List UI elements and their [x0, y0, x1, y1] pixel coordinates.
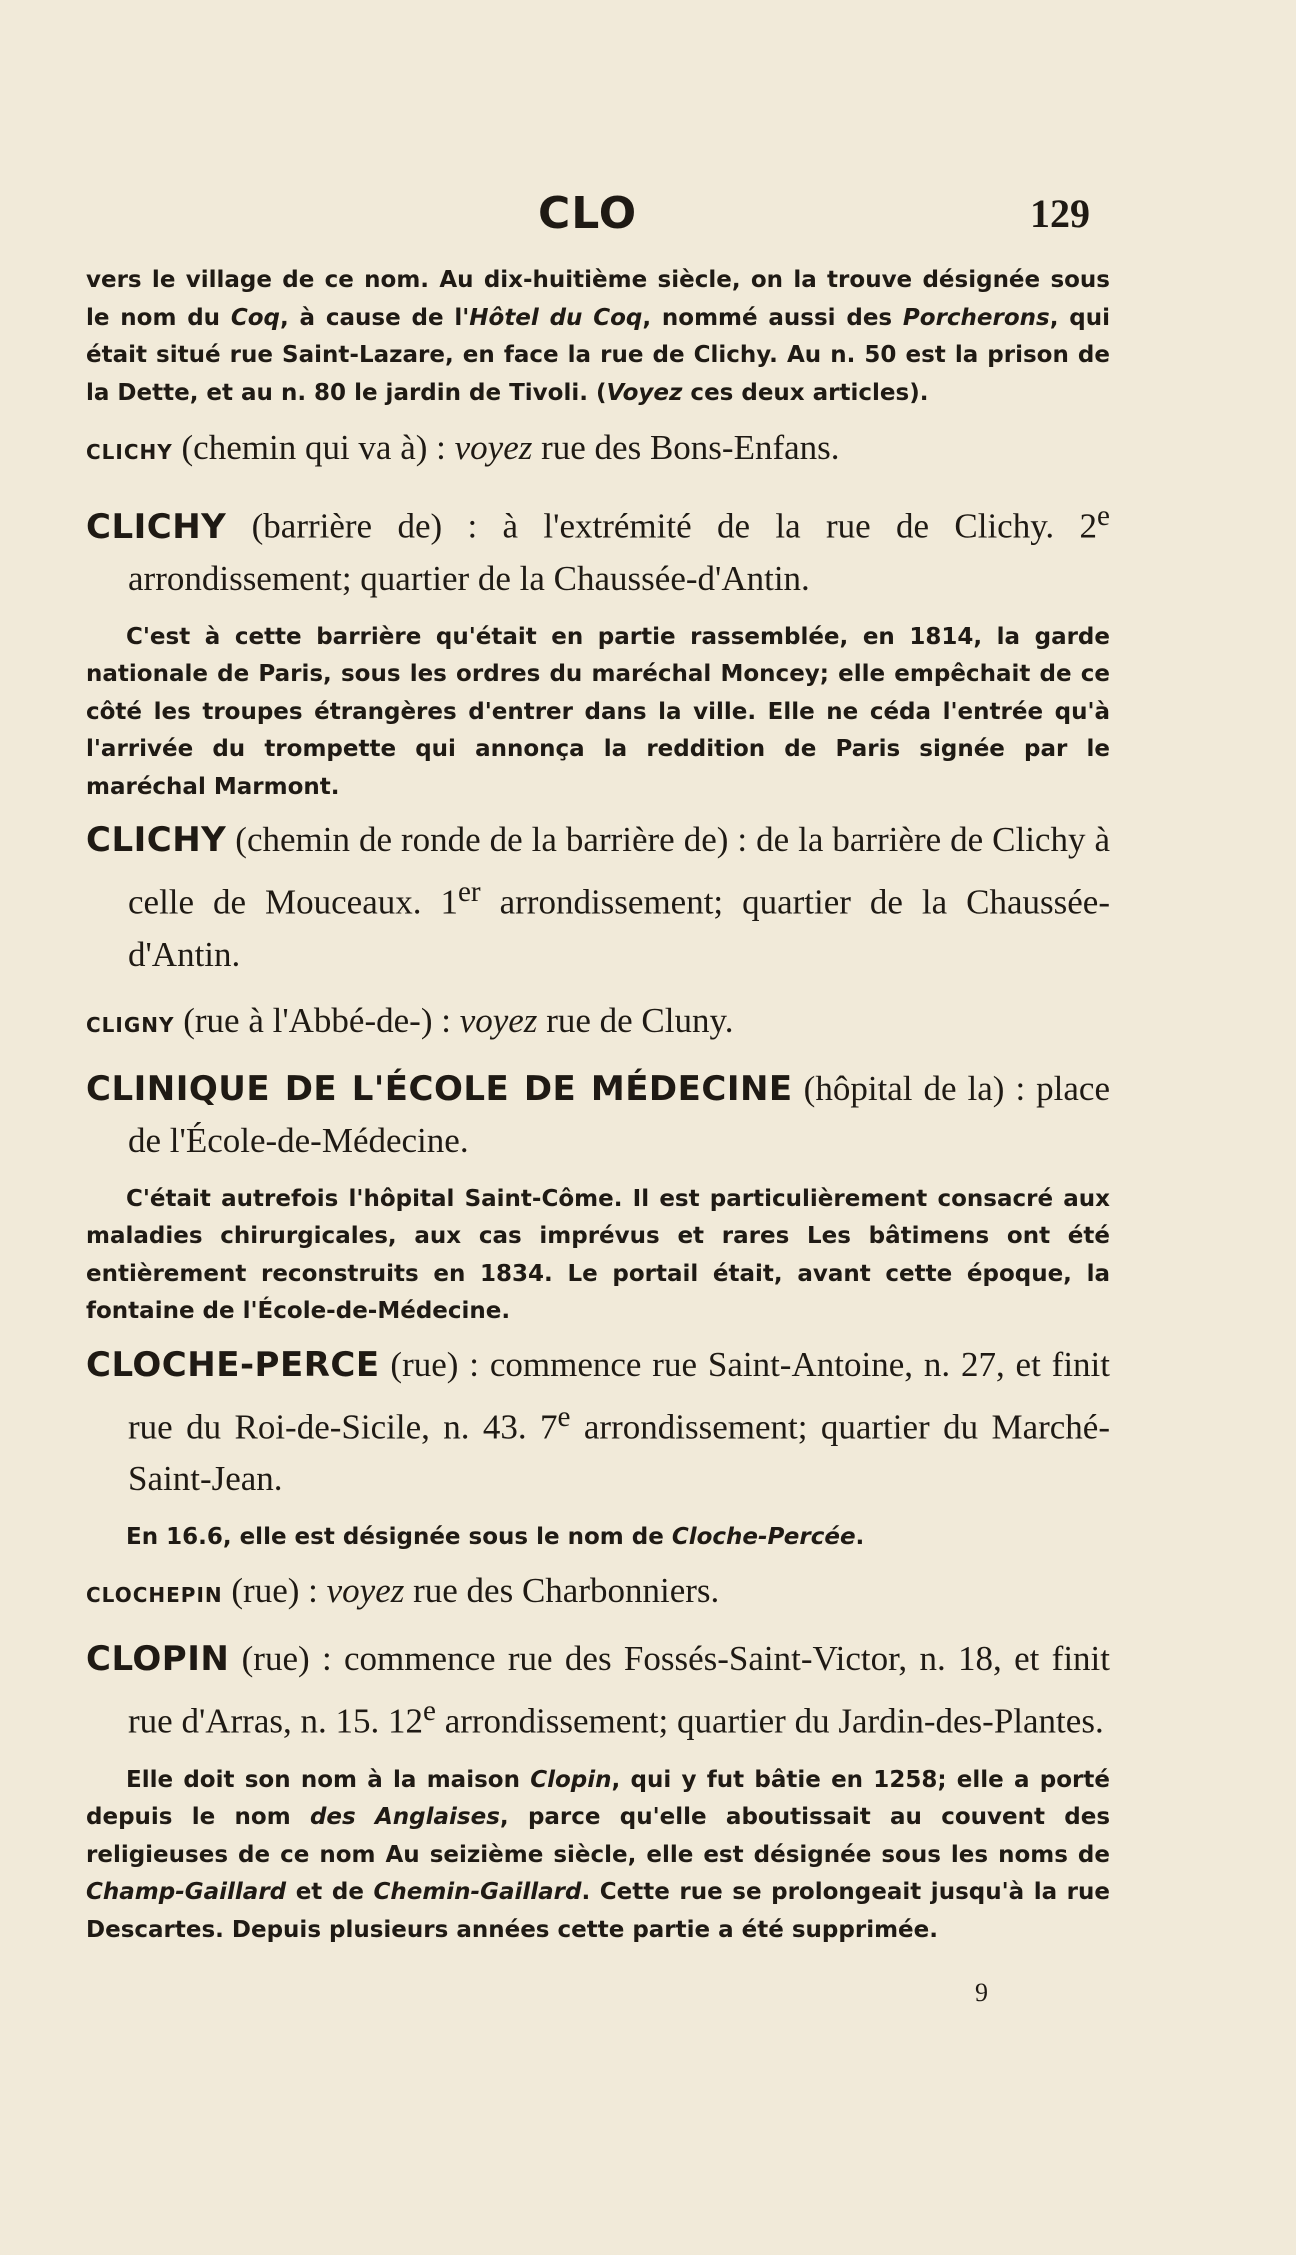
entry-text: rue des Bons-Enfans. [532, 428, 840, 467]
entry-cloche-perce [86, 1339, 1110, 1506]
italic-text: Clopin [530, 1766, 612, 1793]
italic-text: voyez [459, 1000, 538, 1040]
entry-text: (chemin de ronde de la barrière de) : de la barrière de Clichy à celle de Mouceaux. 1 [128, 820, 1110, 922]
text: vers le village de ce nom. Au dix-huitième siècle, on la trouve désignée sous le nom du [86, 267, 1110, 331]
italic-text: Cloche-Percée [671, 1524, 856, 1551]
entry-text: (chemin qui va à) : [172, 428, 455, 467]
italic-text: Hôtel du Coq [469, 304, 643, 331]
italic-text: Coq [230, 304, 281, 331]
entry-text: rue des Charbonniers. [404, 1570, 720, 1610]
text: et de [286, 1879, 374, 1906]
italic-text: voyez [454, 428, 533, 467]
entry-note: C'était autrefois l'hôpital Saint-Côme. Il est particulièrement consacré aux maladies chirurgicales, aux cas imprévus et rares Les bâtimens ont été entièrement reconstruits en 1834. Le portail était, avant cette époque, la fontaine de l'École-de-Médecine. [86, 1185, 1110, 1325]
entry-text: arrondissement; quartier de la Chaussée-d'Antin. [128, 882, 1110, 974]
italic-text: Voyez [606, 379, 683, 406]
italic-text: Chemin-Gaillard [373, 1879, 582, 1906]
headword: CLOCHE-PERCE [86, 1344, 380, 1385]
entry-clichy-chemin-de-ronde [86, 814, 1110, 981]
superscript: e [557, 1400, 571, 1433]
text: , à cause de l' [280, 304, 470, 331]
continued-paragraph [86, 262, 1110, 412]
entry-clopin [86, 1633, 1110, 1748]
entry-note [86, 1762, 1110, 1950]
text: . [855, 1524, 865, 1551]
entry-text: arrondissement; quartier du Marché-Saint-Jean. [128, 1407, 1110, 1499]
entry-text: (rue) : [222, 1570, 327, 1610]
entry-text: arrondissement; quartier du Jardin-des-Plantes. [435, 1701, 1104, 1741]
running-head: CLO [538, 188, 638, 239]
entry-clichy-chemin [86, 422, 1110, 478]
entry-text: (rue) : commence rue des Fossés-Saint-Victor, n. 18, et finit rue d'Arras, n. 15. 12 [128, 1638, 1110, 1741]
entry-cligny [86, 995, 1110, 1051]
text: En 16.6, elle est désignée sous le nom de [126, 1524, 672, 1551]
entry-text: (hôpital de la) : place de l'École-de-Médecine. [128, 1068, 1110, 1160]
page-number: 129 [1030, 191, 1090, 236]
signature-mark: 9 [975, 1978, 988, 2007]
entry-text: (barrière de) : à l'extrémité de la rue de Clichy. 2 [226, 506, 1098, 546]
text: Elle doit son nom à la maison [126, 1766, 531, 1793]
italic-text: Champ-Gaillard [86, 1879, 287, 1906]
headword: CLICHY [86, 820, 227, 861]
headword: CLICHY [86, 440, 173, 464]
headword: CLINIQUE DE L'ÉCOLE DE MÉDECINE [86, 1068, 793, 1109]
page-header [0, 180, 1296, 250]
text: ces deux articles). [682, 379, 929, 406]
italic-text: des Anglaises [309, 1804, 500, 1831]
entry-note [86, 1519, 1110, 1557]
dictionary-text [86, 262, 1110, 1957]
entry-text: (rue) : commence rue Saint-Antoine, n. 27, et finit rue du Roi-de-Sicile, n. 43. 7 [128, 1344, 1110, 1447]
entry-clochepin [86, 1565, 1110, 1621]
text: , nommé aussi des [642, 304, 903, 331]
entry-clinique [86, 1063, 1110, 1167]
headword: CLIGNY [86, 1012, 175, 1037]
superscript: e [423, 1694, 436, 1727]
text: , parce qu'elle aboutissait au couvent des religieuses de ce nom Au seizième siècle, elle est désignée sous les noms de [86, 1804, 1111, 1868]
entry-text: rue de Cluny. [537, 1000, 734, 1040]
text: . Cette rue se prolongeait jusqu'à la rue Descartes. Depuis plusieurs années cette partie a été supprimée. [86, 1879, 1110, 1943]
entry-clichy-barriere [86, 490, 1110, 605]
headword: CLOPIN [86, 1638, 230, 1679]
headword: CLICHY [86, 506, 227, 547]
superscript: er [457, 876, 481, 909]
italic-text: Porcherons [902, 304, 1050, 331]
text: , qui y fut bâtie en 1258; elle a porté depuis le nom [86, 1766, 1110, 1831]
headword: CLOCHEPIN [86, 1582, 223, 1607]
text: , qui était situé rue Saint-Lazare, en face la rue de Clichy. Au n. 50 est la prison de la Dette, et au n. 80 le jardin de Tivoli. ( [86, 304, 1111, 406]
entry-text: arrondissement; quartier de la Chaussée-d'Antin. [128, 558, 810, 598]
entry-note: C'est à cette barrière qu'était en partie rassemblée, en 1814, la garde nationale de Paris, sous les ordres du maréchal Moncey; elle empêchait de ce côté les troupes étrangères d'entrer dans la ville. Elle ne céda l'entrée qu'à l'arrivée du trompette qui annonça la reddition de Paris signée par le maréchal Marmont. [86, 623, 1110, 800]
italic-text: voyez [326, 1570, 405, 1610]
superscript: e [1097, 500, 1110, 532]
entry-text: (rue à l'Abbé-de-) : [174, 1000, 460, 1040]
